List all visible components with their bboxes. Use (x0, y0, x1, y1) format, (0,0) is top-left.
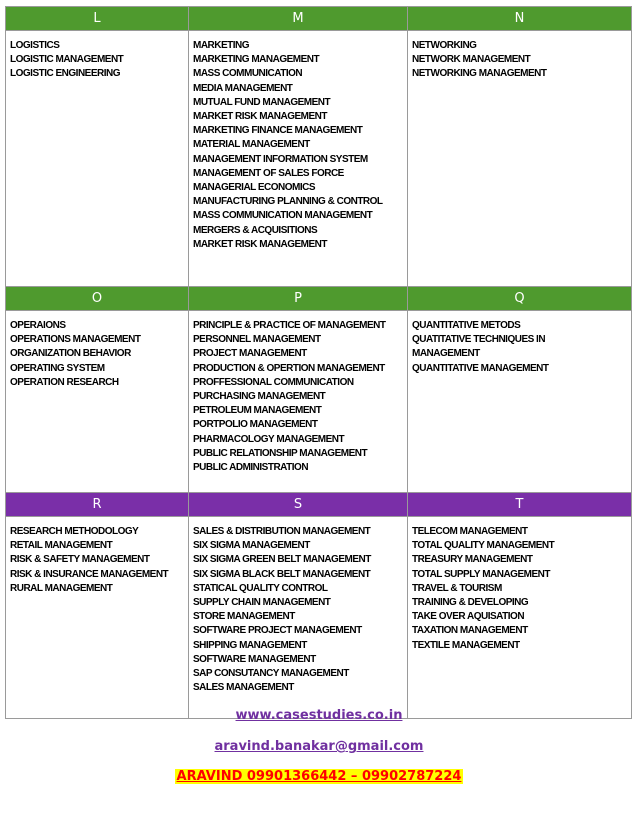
course-list (6, 517, 188, 602)
course-cell (408, 517, 632, 719)
course-item: MUTUAL FUND MANAGEMENT (193, 96, 331, 108)
course-item: MANAGERIAL ECONOMICS (193, 182, 316, 194)
course-item: TEXTILE MANAGEMENT (412, 639, 520, 651)
course-item: PETROLEUM MANAGEMENT (193, 405, 322, 417)
website-link[interactable]: www.casestudies.co.in (235, 708, 403, 723)
course-list (408, 31, 631, 88)
contact-text: ARAVIND 09901366442 – 09902787224 (176, 769, 462, 784)
course-item: SIX SIGMA GREEN BELT MANAGEMENT (193, 554, 371, 566)
course-item: MARKET RISK MANAGEMENT (193, 238, 327, 250)
course-item: STORE MANAGEMENT (193, 611, 295, 623)
letter-header: T (408, 493, 632, 517)
course-item: OPERAIONS (10, 320, 66, 331)
letter-header: R (6, 493, 189, 517)
letter-header: N (408, 7, 632, 31)
course-item: SAP CONSUTANCY MANAGEMENT (193, 668, 349, 680)
course-item: QUATITATIVE TECHNIQUES IN (412, 334, 546, 346)
course-item: MANUFACTURING PLANNING & CONTROL (193, 196, 383, 208)
course-item: SALES MANAGEMENT (193, 682, 294, 694)
course-item: OPERATION RESEARCH (10, 376, 119, 388)
course-list (408, 311, 631, 382)
course-item: TOTAL SUPPLY MANAGEMENT (412, 568, 550, 580)
course-item: TOTAL QUALITY MANAGEMENT (412, 540, 555, 552)
course-list (189, 311, 407, 481)
course-item: TRAINING & DEVELOPING (412, 597, 529, 609)
section-content-row (6, 517, 632, 719)
letter-header: Q (408, 287, 632, 311)
course-item: QUANTITATIVE METODS (412, 320, 521, 331)
course-item: ORGANIZATION BEHAVIOR (10, 348, 131, 360)
course-item: PURCHASING MANAGEMENT (193, 391, 326, 403)
course-item: LOGISTIC ENGINEERING (10, 68, 121, 80)
section-header-row (6, 287, 632, 311)
course-cell (408, 311, 632, 493)
course-item: RESEARCH METHODOLOGY (10, 526, 139, 537)
course-item: MANAGEMENT INFORMATION SYSTEM (193, 153, 368, 165)
course-cell (6, 311, 189, 493)
course-item: MATERIAL MANAGEMENT (193, 139, 310, 151)
course-item: SOFTWARE PROJECT MANAGEMENT (193, 625, 362, 637)
letter-header: O (6, 287, 189, 311)
course-item: TAKE OVER AQUISATION (412, 611, 525, 623)
course-item: PROFFESSIONAL COMMUNICATION (193, 376, 354, 388)
course-item: TREASURY MANAGEMENT (412, 554, 533, 566)
course-item: TRAVEL & TOURISM (412, 582, 502, 594)
course-item: QUANTITATIVE MANAGEMENT (412, 362, 549, 374)
course-item: NETWORK MANAGEMENT (412, 54, 531, 66)
course-item: PRINCIPLE & PRACTICE OF MANAGEMENT (193, 320, 386, 331)
course-item: PORTPOLIO MANAGEMENT (193, 419, 318, 431)
course-cell (189, 517, 408, 719)
course-item: TAXATION MANAGEMENT (412, 625, 528, 637)
course-cell (189, 31, 408, 287)
course-item: MASS COMMUNICATION MANAGEMENT (193, 210, 373, 222)
course-item: SUPPLY CHAIN MANAGEMENT (193, 597, 331, 609)
course-item: MANAGEMENT (412, 348, 480, 360)
course-list (189, 517, 407, 701)
course-item: PHARMACOLOGY MANAGEMENT (193, 433, 345, 445)
course-item: PUBLIC ADMINISTRATION (193, 462, 309, 474)
course-item: MEDIA MANAGEMENT (193, 82, 293, 94)
course-list (6, 31, 188, 88)
course-cell (6, 31, 189, 287)
email-link[interactable]: aravind.banakar@gmail.com (214, 739, 424, 754)
course-item: OPERATIONS MANAGEMENT (10, 334, 141, 346)
course-list (189, 31, 407, 258)
course-list (6, 311, 188, 396)
course-cell (6, 517, 189, 719)
course-item: MARKETING FINANCE MANAGEMENT (193, 125, 363, 137)
course-item: MASS COMMUNICATION (193, 68, 303, 80)
course-item: SHIPPING MANAGEMENT (193, 639, 307, 651)
course-item: RISK & SAFETY MANAGEMENT (10, 554, 150, 566)
course-item: NETWORKING MANAGEMENT (412, 68, 547, 80)
course-item: MARKET RISK MANAGEMENT (193, 111, 327, 123)
course-table (5, 6, 632, 719)
course-item: NETWORKING (412, 40, 477, 51)
course-item: SALES & DISTRIBUTION MANAGEMENT (193, 526, 371, 537)
course-item: RURAL MANAGEMENT (10, 582, 113, 594)
course-item: RETAIL MANAGEMENT (10, 540, 113, 552)
course-item: PROJECT MANAGEMENT (193, 348, 307, 360)
course-list (408, 517, 631, 659)
course-item: MERGERS & ACQUISITIONS (193, 224, 318, 236)
course-item: RISK & INSURANCE MANAGEMENT (10, 568, 169, 580)
section-content-row (6, 311, 632, 493)
course-item: PUBLIC RELATIONSHIP MANAGEMENT (193, 447, 368, 459)
course-item: OPERATING SYSTEM (10, 362, 105, 374)
section-header-row (6, 493, 632, 517)
course-item: STATICAL QUALITY CONTROL (193, 582, 328, 594)
course-item: PRODUCTION & OPERTION MANAGEMENT (193, 362, 385, 374)
course-item: LOGISTIC MANAGEMENT (10, 54, 124, 66)
contact-line (0, 769, 638, 784)
letter-header: L (6, 7, 189, 31)
letter-header: P (189, 287, 408, 311)
course-item: MANAGEMENT OF SALES FORCE (193, 167, 344, 179)
course-item: TELECOM MANAGEMENT (412, 526, 528, 537)
course-item: PERSONNEL MANAGEMENT (193, 334, 321, 346)
letter-header: M (189, 7, 408, 31)
course-item: MARKETING (193, 40, 250, 51)
section-header-row (6, 7, 632, 31)
course-item: SOFTWARE MANAGEMENT (193, 653, 316, 665)
course-item: MARKETING MANAGEMENT (193, 54, 320, 66)
course-item: LOGISTICS (10, 40, 60, 51)
section-content-row (6, 31, 632, 287)
letter-header: S (189, 493, 408, 517)
course-cell (408, 31, 632, 287)
course-item: SIX SIGMA BLACK BELT MANAGEMENT (193, 568, 371, 580)
course-item: SIX SIGMA MANAGEMENT (193, 540, 310, 552)
course-cell (189, 311, 408, 493)
